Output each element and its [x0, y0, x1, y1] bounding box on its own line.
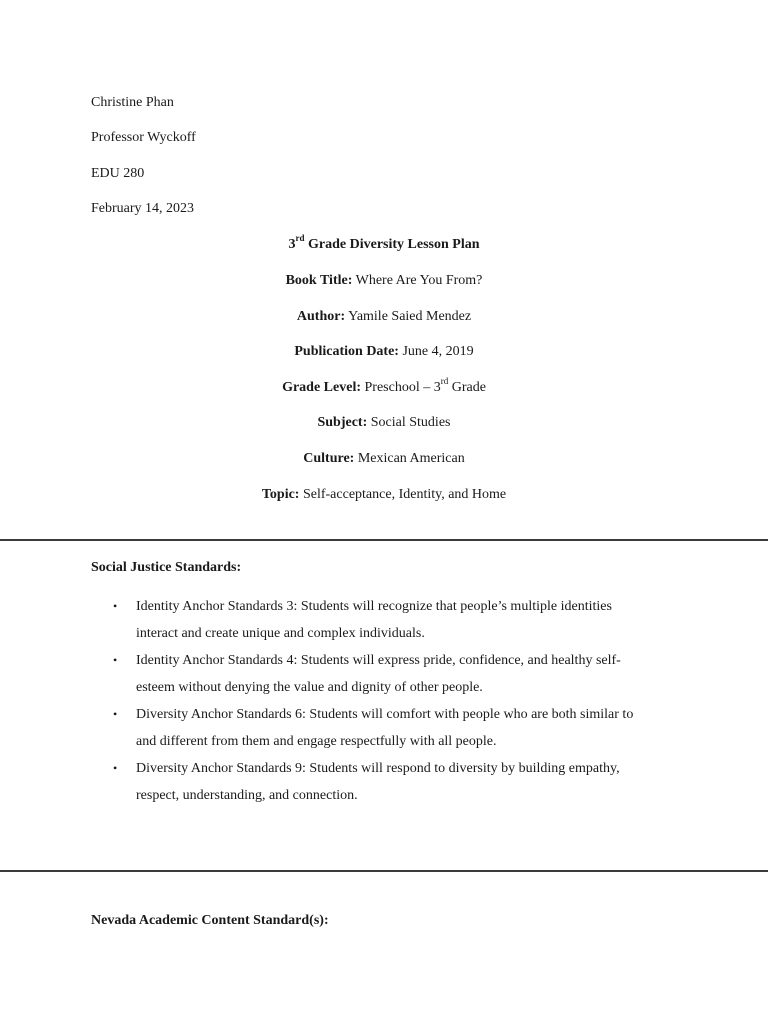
- book-title-line: [0, 272, 768, 290]
- grade-level-line: [0, 376, 768, 397]
- culture-line: [0, 450, 768, 468]
- topic-value: Self-acceptance, Identity, and Home: [299, 487, 507, 502]
- grade-level-value-start: Preschool – 3: [361, 380, 441, 395]
- grade-level-label: Grade Level:: [282, 380, 361, 395]
- culture-value: Mexican American: [354, 451, 465, 466]
- list-item-line: and different from them and engage respectfully with all people.: [136, 734, 497, 749]
- publication-date-label: Publication Date:: [294, 344, 399, 359]
- bullet-icon: •: [113, 707, 118, 721]
- professor-name: Professor Wyckoff: [91, 130, 196, 145]
- bullet-icon: •: [113, 599, 118, 613]
- subject-line: [0, 414, 768, 432]
- author-line: [0, 308, 768, 326]
- title-grade-number: 3: [288, 237, 296, 252]
- section-divider: [0, 870, 768, 872]
- submission-date: February 14, 2023: [91, 201, 195, 216]
- list-item: [91, 647, 691, 701]
- list-item-line: Identity Anchor Standards 3: Students will recognize that people’s multiple identities: [136, 599, 612, 614]
- grade-level-superscript: rd: [440, 376, 449, 387]
- title-grade-superscript: rd: [295, 233, 305, 244]
- section-divider: [0, 539, 768, 541]
- subject-value: Social Studies: [367, 415, 451, 430]
- list-item: [91, 701, 691, 755]
- nevada-standards-heading: Nevada Academic Content Standard(s):: [91, 913, 329, 928]
- list-item: [91, 755, 691, 809]
- book-title-value: Where Are You From?: [352, 273, 483, 288]
- list-item-line: esteem without denying the value and dignity of other people.: [136, 680, 483, 695]
- list-item-line: respect, understanding, and connection.: [136, 788, 358, 803]
- publication-date-line: [0, 343, 768, 361]
- author-label: Author:: [296, 309, 346, 324]
- student-name: Christine Phan: [91, 95, 174, 110]
- grade-level-value-end: Grade: [448, 380, 486, 395]
- course-code: EDU 280: [91, 166, 145, 181]
- publication-date-value: June 4, 2019: [398, 344, 474, 359]
- list-item-line: Diversity Anchor Standards 9: Students will respond to diversity by building empathy,: [136, 761, 620, 776]
- list-item: [91, 593, 691, 647]
- title-rest: Grade Diversity Lesson Plan: [304, 237, 480, 252]
- topic-label: Topic:: [261, 487, 300, 502]
- lesson-plan-title: [0, 233, 768, 254]
- list-item-line: interact and create unique and complex individuals.: [136, 626, 425, 641]
- social-justice-list: [91, 593, 691, 809]
- topic-line: [0, 486, 768, 504]
- list-item-line: Diversity Anchor Standards 6: Students will comfort with people who are both similar to: [136, 707, 634, 722]
- author-value: Yamile Saied Mendez: [345, 309, 472, 324]
- bullet-icon: •: [113, 653, 118, 667]
- book-title-label: Book Title:: [285, 273, 353, 288]
- culture-label: Culture:: [303, 451, 355, 466]
- bullet-icon: •: [113, 761, 118, 775]
- list-item-line: Identity Anchor Standards 4: Students will express pride, confidence, and healthy self-: [136, 653, 621, 668]
- social-justice-heading: Social Justice Standards:: [91, 560, 242, 575]
- subject-label: Subject:: [317, 415, 368, 430]
